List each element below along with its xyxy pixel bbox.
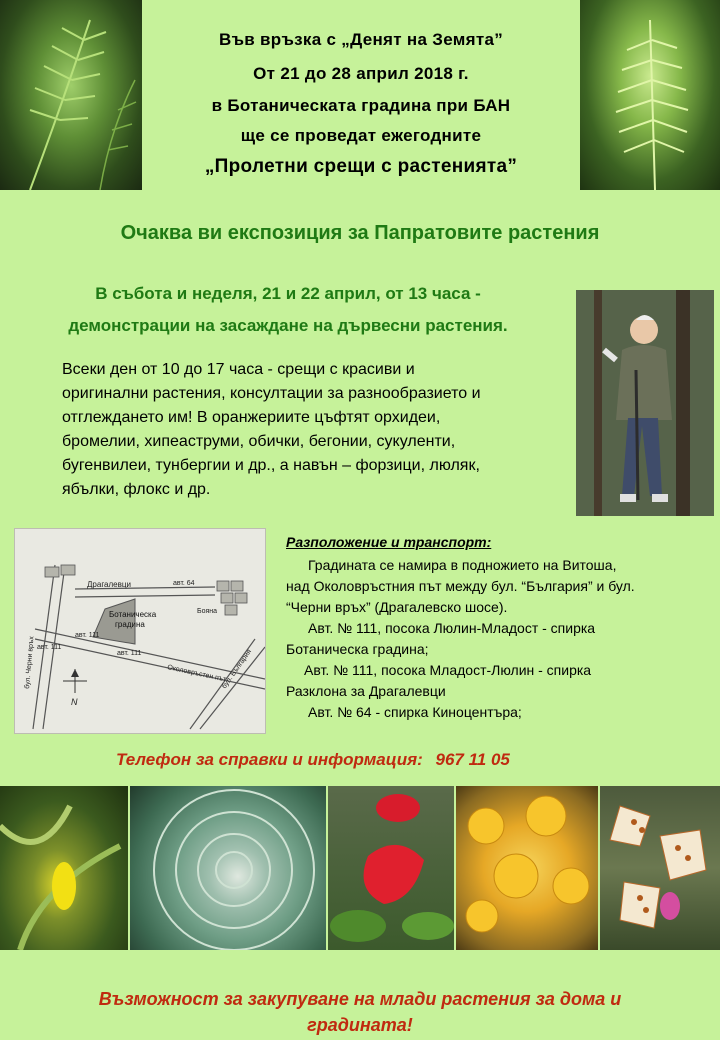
compass-icon bbox=[63, 669, 87, 693]
transport-line-6: Авт. № 111, посока Младост-Люлин - спирка bbox=[304, 662, 592, 678]
transport-line-1: Градината се намира в подножието на Витоша, bbox=[308, 557, 617, 573]
transport-line-3: “Черни връх” (Драгалевско шосе). bbox=[286, 599, 508, 615]
exposition-heading: Очаква ви експозиция за Папратовите растения bbox=[120, 222, 600, 244]
transport-line-4: Авт. № 111, посока Люлин-Младост - спирка bbox=[308, 620, 596, 636]
transport-line-5: Ботаническа градина; bbox=[286, 641, 429, 657]
description-line-3: отглеждането им! В оранжериите цъфтят орхидеи, bbox=[62, 409, 441, 426]
demo-line-1: В събота и неделя, 21 и 22 април, от 13 часа - bbox=[95, 284, 481, 303]
description-line-1: Всеки ден от 10 до 17 часа - срещи с красиви и bbox=[62, 361, 415, 378]
footer-line-2: градината! bbox=[307, 1015, 413, 1035]
header-line-4: ще се проведат ежегодните bbox=[240, 126, 482, 145]
description-line-2: оригинални растения, консултации за разнообразието и bbox=[62, 385, 481, 402]
map-label-bus64: авт. 64 bbox=[173, 580, 195, 587]
plant-photo-5 bbox=[600, 786, 720, 950]
map-label-north: N bbox=[71, 697, 78, 707]
description-line-6: ябълки, флокс и др. bbox=[62, 481, 211, 498]
phone-info bbox=[116, 750, 510, 770]
footer-line-1: Възможност за закупуване на млади растения за дома и bbox=[98, 989, 622, 1009]
map-label-bulgaria: бул. България bbox=[220, 648, 254, 691]
transport-line-2: над Околовръстния път между бул. “България” и бул. bbox=[286, 578, 635, 594]
description bbox=[62, 358, 550, 502]
transport-title: Разположение и транспорт: bbox=[286, 534, 492, 550]
transport-line-7: Разклона за Драгалевци bbox=[286, 683, 446, 699]
map-label-bus111-a: авт. 111 bbox=[75, 632, 100, 639]
header-line-1: Във връзка с „Денят на Земята” bbox=[219, 30, 503, 49]
plant-photo-2 bbox=[130, 786, 326, 950]
footer-note bbox=[0, 986, 720, 1038]
map-label-ring-road: Околовръстен път bbox=[166, 664, 227, 684]
plant-photo-1 bbox=[0, 786, 128, 950]
fern-photo-right bbox=[580, 0, 720, 190]
event-title: „Пролетни срещи с растенията” bbox=[204, 156, 518, 177]
transport-line-8: Авт. № 64 - спирка Киноцентъра; bbox=[308, 704, 522, 720]
fern-photo-left bbox=[0, 0, 142, 190]
plant-photo-4 bbox=[456, 786, 598, 950]
phone-number: 967 11 05 bbox=[435, 750, 510, 769]
header-line-2: От 21 до 28 април 2018 г. bbox=[253, 64, 469, 83]
map-label-garden-1: Ботаническа bbox=[109, 610, 157, 619]
plant-photo-3 bbox=[328, 786, 454, 950]
map-label-dragalevtsi: Драгалевци bbox=[87, 580, 131, 589]
phone-label: Телефон за справки и информация: bbox=[116, 750, 423, 769]
transport-section bbox=[286, 532, 706, 723]
header-line-3: в Ботаническата градина при БАН bbox=[211, 96, 511, 115]
map-label-garden-2: градина bbox=[115, 620, 145, 629]
planting-demo-photo bbox=[576, 290, 714, 516]
location-map bbox=[14, 528, 266, 734]
map-label-bus111-b: авт. 111 bbox=[37, 644, 62, 651]
description-line-5: бугенвилеи, тунбергии и др., а навън – форзици, люляк, bbox=[62, 457, 480, 474]
demo-line-2: демонстрации на засаждане на дървесни растения. bbox=[68, 316, 508, 335]
map-label-cherni-vrah: бул. Черни връх bbox=[24, 635, 36, 690]
map-label-bus111-c: авт. 111 bbox=[117, 650, 142, 657]
description-line-4: бромелии, хипеаструми, обички, бегонии, сукуленти, bbox=[62, 433, 456, 450]
map-label-boyana: Бояна bbox=[197, 608, 218, 615]
